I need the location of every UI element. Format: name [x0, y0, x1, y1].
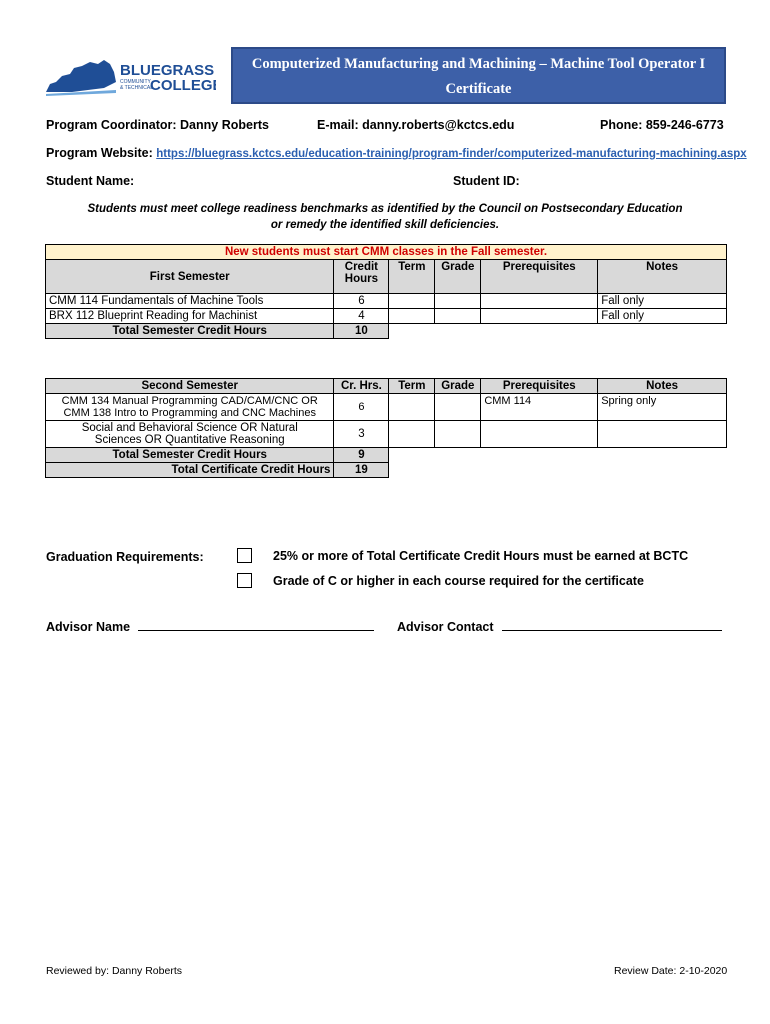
kentucky-shape-icon [46, 60, 116, 92]
title-line1: Computerized Manufacturing and Machining – Machine Tool Operator I [251, 56, 706, 72]
table-row [46, 294, 727, 309]
credit-hours: 4 [334, 309, 389, 324]
logo-line1: BLUEGRASS [120, 62, 215, 79]
program-website [46, 146, 747, 160]
website-label: Program Website: [46, 146, 153, 160]
grade-cell[interactable] [435, 309, 481, 324]
term-cell[interactable] [389, 421, 435, 448]
course-line1: CMM 134 Manual Programming CAD/CAM/CNC OR [61, 395, 318, 407]
logo-line2: COLLEGE [150, 77, 216, 94]
benchmark-line2: or remedy the identified skill deficiencies. [270, 219, 500, 231]
table-row [46, 394, 727, 421]
total-semester-label: Total Semester Credit Hours [46, 324, 334, 339]
advisor-contact-field[interactable] [502, 619, 722, 631]
logo-small2: & TECHNICAL [120, 85, 153, 91]
prereq-cell: CMM 114 [481, 394, 598, 421]
student-name-label: Student Name: [46, 174, 135, 188]
readiness-benchmark-note [60, 201, 710, 233]
advisor-contact-label: Advisor Contact [397, 620, 494, 634]
course-line2: Sciences OR Quantitative Reasoning [94, 434, 285, 446]
prereq-cell [481, 421, 598, 448]
benchmark-line1: Students must meet college readiness benchmarks as identified by the Council on Postsecondary Education [87, 203, 683, 215]
certificate-total-row [46, 463, 727, 478]
credit-hours: 6 [334, 394, 389, 421]
notes-cell [598, 421, 727, 448]
college-logo [44, 54, 216, 98]
fall-start-notice: New students must start CMM classes in the Fall semester. [46, 245, 727, 260]
header-term: Term [389, 260, 435, 294]
header-grade: Grade [435, 260, 481, 294]
term-cell[interactable] [389, 394, 435, 421]
advisor-name-label: Advisor Name [46, 620, 131, 634]
grade-cell[interactable] [435, 394, 481, 421]
header-grade: Grade [435, 379, 481, 394]
website-link[interactable]: https://bluegrass.kctcs.edu/education-training/program-finder/computerized-manufacturing-machining.aspx [156, 148, 747, 160]
requirement-2-checkbox[interactable] [237, 573, 252, 588]
coordinator-email: E-mail: danny.roberts@kctcs.edu [317, 118, 515, 132]
notes-cell: Fall only [598, 294, 727, 309]
credit-hours: 6 [334, 294, 389, 309]
header-hours: Hours [344, 273, 379, 285]
student-id-label: Student ID: [453, 174, 520, 188]
notes-cell: Spring only [598, 394, 727, 421]
credit-hours: 3 [334, 421, 389, 448]
logo-small1: COMMUNITY [120, 79, 151, 85]
prereq-cell [481, 294, 598, 309]
course-line2: CMM 138 Intro to Programming and CNC Machines [63, 407, 316, 419]
requirement-2-text: Grade of C or higher in each course required for the certificate [273, 574, 644, 588]
header-notes: Notes [598, 260, 727, 294]
total-semester-value: 10 [334, 324, 389, 339]
course-name [46, 394, 334, 421]
first-semester-table [45, 244, 727, 339]
table-row [46, 309, 727, 324]
reviewed-by: Reviewed by: Danny Roberts [46, 965, 182, 977]
coordinator-phone: Phone: 859-246-6773 [600, 118, 724, 132]
prereq-cell [481, 309, 598, 324]
requirement-1-text: 25% or more of Total Certificate Credit Hours must be earned at BCTC [273, 549, 689, 563]
advisor-name-field[interactable] [138, 619, 374, 631]
total-certificate-label: Total Certificate Credit Hours [46, 463, 334, 478]
header-second-semester: Second Semester [46, 379, 334, 394]
graduation-requirements-label: Graduation Requirements: [46, 550, 204, 564]
term-cell[interactable] [389, 309, 435, 324]
term-cell[interactable] [389, 294, 435, 309]
course-name [46, 421, 334, 448]
header-notes: Notes [598, 379, 727, 394]
total-certificate-value: 19 [334, 463, 389, 478]
review-date: Review Date: 2-10-2020 [614, 965, 728, 977]
course-name: CMM 114 Fundamentals of Machine Tools [46, 294, 334, 309]
notes-cell: Fall only [598, 309, 727, 324]
second-semester-table [45, 378, 727, 478]
course-name: BRX 112 Blueprint Reading for Machinist [46, 309, 334, 324]
total-semester-value: 9 [334, 448, 389, 463]
title-line2: Certificate [445, 81, 512, 97]
grade-cell[interactable] [435, 421, 481, 448]
total-row [46, 448, 727, 463]
header-credit-hours [334, 260, 389, 294]
grade-cell[interactable] [435, 294, 481, 309]
advisor-contact [397, 619, 722, 634]
table-row [46, 421, 727, 448]
requirement-1-checkbox[interactable] [237, 548, 252, 563]
header-term: Term [389, 379, 435, 394]
total-row [46, 324, 727, 339]
header-first-semester: First Semester [46, 260, 334, 294]
header-cr-hrs: Cr. Hrs. [334, 379, 389, 394]
header-prerequisites: Prerequisites [481, 379, 598, 394]
course-line1: Social and Behavioral Science OR Natural [81, 422, 298, 434]
header-prerequisites: Prerequisites [481, 260, 598, 294]
certificate-title [231, 47, 726, 104]
header-credit: Credit [344, 261, 379, 273]
total-semester-label: Total Semester Credit Hours [46, 448, 334, 463]
program-coordinator: Program Coordinator: Danny Roberts [46, 118, 269, 132]
advisor-name [46, 619, 374, 634]
